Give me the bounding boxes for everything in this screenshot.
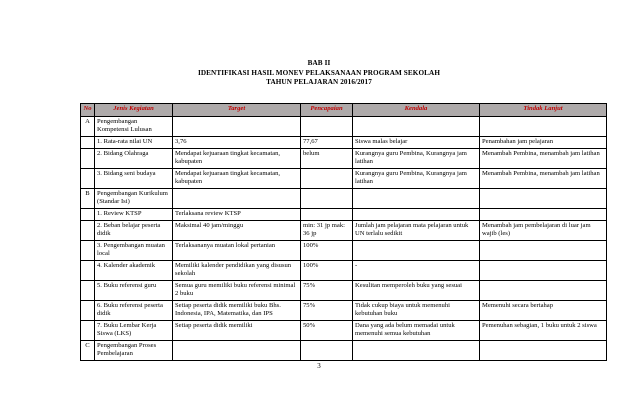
cell-pencapaian bbox=[301, 117, 353, 137]
cell-pencapaian: 50% bbox=[301, 321, 353, 341]
cell-no bbox=[81, 149, 95, 169]
cell-no: A bbox=[81, 117, 95, 137]
cell-tindak-lanjut: Penambahan jam pelajaran bbox=[480, 137, 607, 149]
cell-tindak-lanjut: Pemenuhan sebagian, 1 buku untuk 2 siswa bbox=[480, 321, 607, 341]
cell-tindak-lanjut: Menambah jam pembelajaran di luar jam wajib (les) bbox=[480, 221, 607, 241]
cell-no bbox=[81, 261, 95, 281]
cell-kegiatan: 7. Buku Lembar Kerja Siswa (LKS) bbox=[95, 321, 173, 341]
table-row bbox=[81, 261, 607, 281]
cell-kegiatan: 3. Bidang seni budaya bbox=[95, 169, 173, 189]
cell-kegiatan: 6. Buku referensi peserta didik bbox=[95, 301, 173, 321]
cell-target: Semua guru memiliki buku referensi minimal 2 buku bbox=[173, 281, 301, 301]
cell-kegiatan: 5. Buku referensi guru bbox=[95, 281, 173, 301]
cell-target: Memiliki kalender pendidikan yang disusun sekolah bbox=[173, 261, 301, 281]
cell-kendala: Kurangnya guru Pembina, Kurangnya jam latihan bbox=[353, 169, 480, 189]
cell-kendala bbox=[353, 189, 480, 209]
cell-tindak-lanjut bbox=[480, 209, 607, 221]
header-jenis-kegiatan: Jenis Kegiatan bbox=[95, 104, 173, 117]
cell-kegiatan: Pengembangan Kompetensi Lulusan bbox=[95, 117, 173, 137]
table-row bbox=[81, 117, 607, 137]
cell-tindak-lanjut bbox=[480, 241, 607, 261]
cell-kendala: - bbox=[353, 261, 480, 281]
cell-no: B bbox=[81, 189, 95, 209]
document-title: IDENTIFIKASI HASIL MONEV PELAKSANAAN PROGRAM SEKOLAH bbox=[197, 69, 441, 77]
cell-kendala: Dana yang ada belum memadai untuk memenuhi semua kebutuhan bbox=[353, 321, 480, 341]
cell-pencapaian: belum bbox=[301, 149, 353, 169]
cell-target: Setiap peserta didik memiliki buku Bhs. Indonesia, IPA, Matematika, dan IPS bbox=[173, 301, 301, 321]
cell-kendala bbox=[353, 209, 480, 221]
cell-pencapaian bbox=[301, 341, 353, 361]
header-tindak-lanjut: Tindak Lanjut bbox=[480, 104, 607, 117]
cell-tindak-lanjut bbox=[480, 281, 607, 301]
table-row bbox=[81, 149, 607, 169]
table-header-row bbox=[81, 104, 607, 117]
table-row bbox=[81, 137, 607, 149]
cell-kendala bbox=[353, 341, 480, 361]
cell-pencapaian: 75% bbox=[301, 301, 353, 321]
document-subtitle: TAHUN PELAJARAN 2016/2017 bbox=[266, 78, 372, 86]
cell-tindak-lanjut: Memenuhi secara bertahap bbox=[480, 301, 607, 321]
table-row bbox=[81, 341, 607, 361]
cell-kendala: Kurangnya guru Pembina, Kurangnya jam latihan bbox=[353, 149, 480, 169]
cell-target: Setiap peserta didik memiliki bbox=[173, 321, 301, 341]
cell-pencapaian bbox=[301, 209, 353, 221]
cell-kegiatan: Pengembangan Proses Pembelajaran bbox=[95, 341, 173, 361]
cell-no bbox=[81, 221, 95, 241]
cell-target: Mendapat kejuaraan tingkat kecamatan, kabupaten bbox=[173, 169, 301, 189]
table-row bbox=[81, 221, 607, 241]
header-no: No bbox=[81, 104, 95, 117]
cell-no bbox=[81, 137, 95, 149]
cell-tindak-lanjut bbox=[480, 341, 607, 361]
cell-tindak-lanjut bbox=[480, 117, 607, 137]
cell-kendala: Tidak cukup biaya untuk memenuhi kebutuhan buku bbox=[353, 301, 480, 321]
cell-target: Terlaksana review KTSP bbox=[173, 209, 301, 221]
cell-pencapaian: 100% bbox=[301, 241, 353, 261]
cell-tindak-lanjut: Menambah Pembina, menambah jam latihan bbox=[480, 149, 607, 169]
cell-target bbox=[173, 117, 301, 137]
table-row bbox=[81, 209, 607, 221]
cell-pencapaian: 75% bbox=[301, 281, 353, 301]
cell-target: 3,76 bbox=[173, 137, 301, 149]
cell-kendala: Siswa malas belajar bbox=[353, 137, 480, 149]
header-kendala: Kendala bbox=[353, 104, 480, 117]
cell-no: C bbox=[81, 341, 95, 361]
cell-kendala: Jumlah jam pelajaran mata pelajaran untuk UN terlalu sedikit bbox=[353, 221, 480, 241]
cell-target bbox=[173, 341, 301, 361]
cell-no bbox=[81, 281, 95, 301]
cell-no bbox=[81, 301, 95, 321]
page-number: 3 bbox=[317, 362, 321, 370]
chapter-heading: BAB II bbox=[307, 59, 331, 67]
cell-target: Maksimal 40 jam/minggu bbox=[173, 221, 301, 241]
cell-target: Terlaksananya muatan lokal pertanian bbox=[173, 241, 301, 261]
cell-kendala bbox=[353, 117, 480, 137]
cell-kendala: Kesulitan memperoleh buku yang sesuai bbox=[353, 281, 480, 301]
cell-pencapaian: min: 31 jp mak: 36 jp bbox=[301, 221, 353, 241]
cell-no bbox=[81, 209, 95, 221]
cell-kendala bbox=[353, 241, 480, 261]
cell-tindak-lanjut bbox=[480, 189, 607, 209]
cell-kegiatan: 1. Review KTSP bbox=[95, 209, 173, 221]
cell-kegiatan: Pengembangan Kurikulum (Standar Isi) bbox=[95, 189, 173, 209]
monev-table bbox=[80, 103, 607, 361]
cell-no bbox=[81, 321, 95, 341]
cell-tindak-lanjut bbox=[480, 261, 607, 281]
cell-pencapaian bbox=[301, 189, 353, 209]
table-row bbox=[81, 169, 607, 189]
cell-target: Mendapat kejuaraan tingkat kecamatan, kabupaten bbox=[173, 149, 301, 169]
table-row bbox=[81, 301, 607, 321]
table-row bbox=[81, 281, 607, 301]
cell-pencapaian: 77,67 bbox=[301, 137, 353, 149]
cell-kegiatan: 4. Kalender akademik bbox=[95, 261, 173, 281]
header-target: Target bbox=[173, 104, 301, 117]
cell-kegiatan: 1. Rata-rata nilai UN bbox=[95, 137, 173, 149]
cell-kegiatan: 2. Beban belajar peserta didik bbox=[95, 221, 173, 241]
cell-kegiatan: 2. Bidang Olahraga bbox=[95, 149, 173, 169]
cell-pencapaian: 100% bbox=[301, 261, 353, 281]
table-row bbox=[81, 321, 607, 341]
table-row bbox=[81, 241, 607, 261]
cell-target bbox=[173, 189, 301, 209]
cell-pencapaian bbox=[301, 169, 353, 189]
cell-no bbox=[81, 241, 95, 261]
cell-tindak-lanjut: Menambah Pembina, menambah jam latihan bbox=[480, 169, 607, 189]
cell-no bbox=[81, 169, 95, 189]
cell-kegiatan: 3. Pengembangan muatan local bbox=[95, 241, 173, 261]
header-pencapaian: Pencapaian bbox=[301, 104, 353, 117]
table-row bbox=[81, 189, 607, 209]
